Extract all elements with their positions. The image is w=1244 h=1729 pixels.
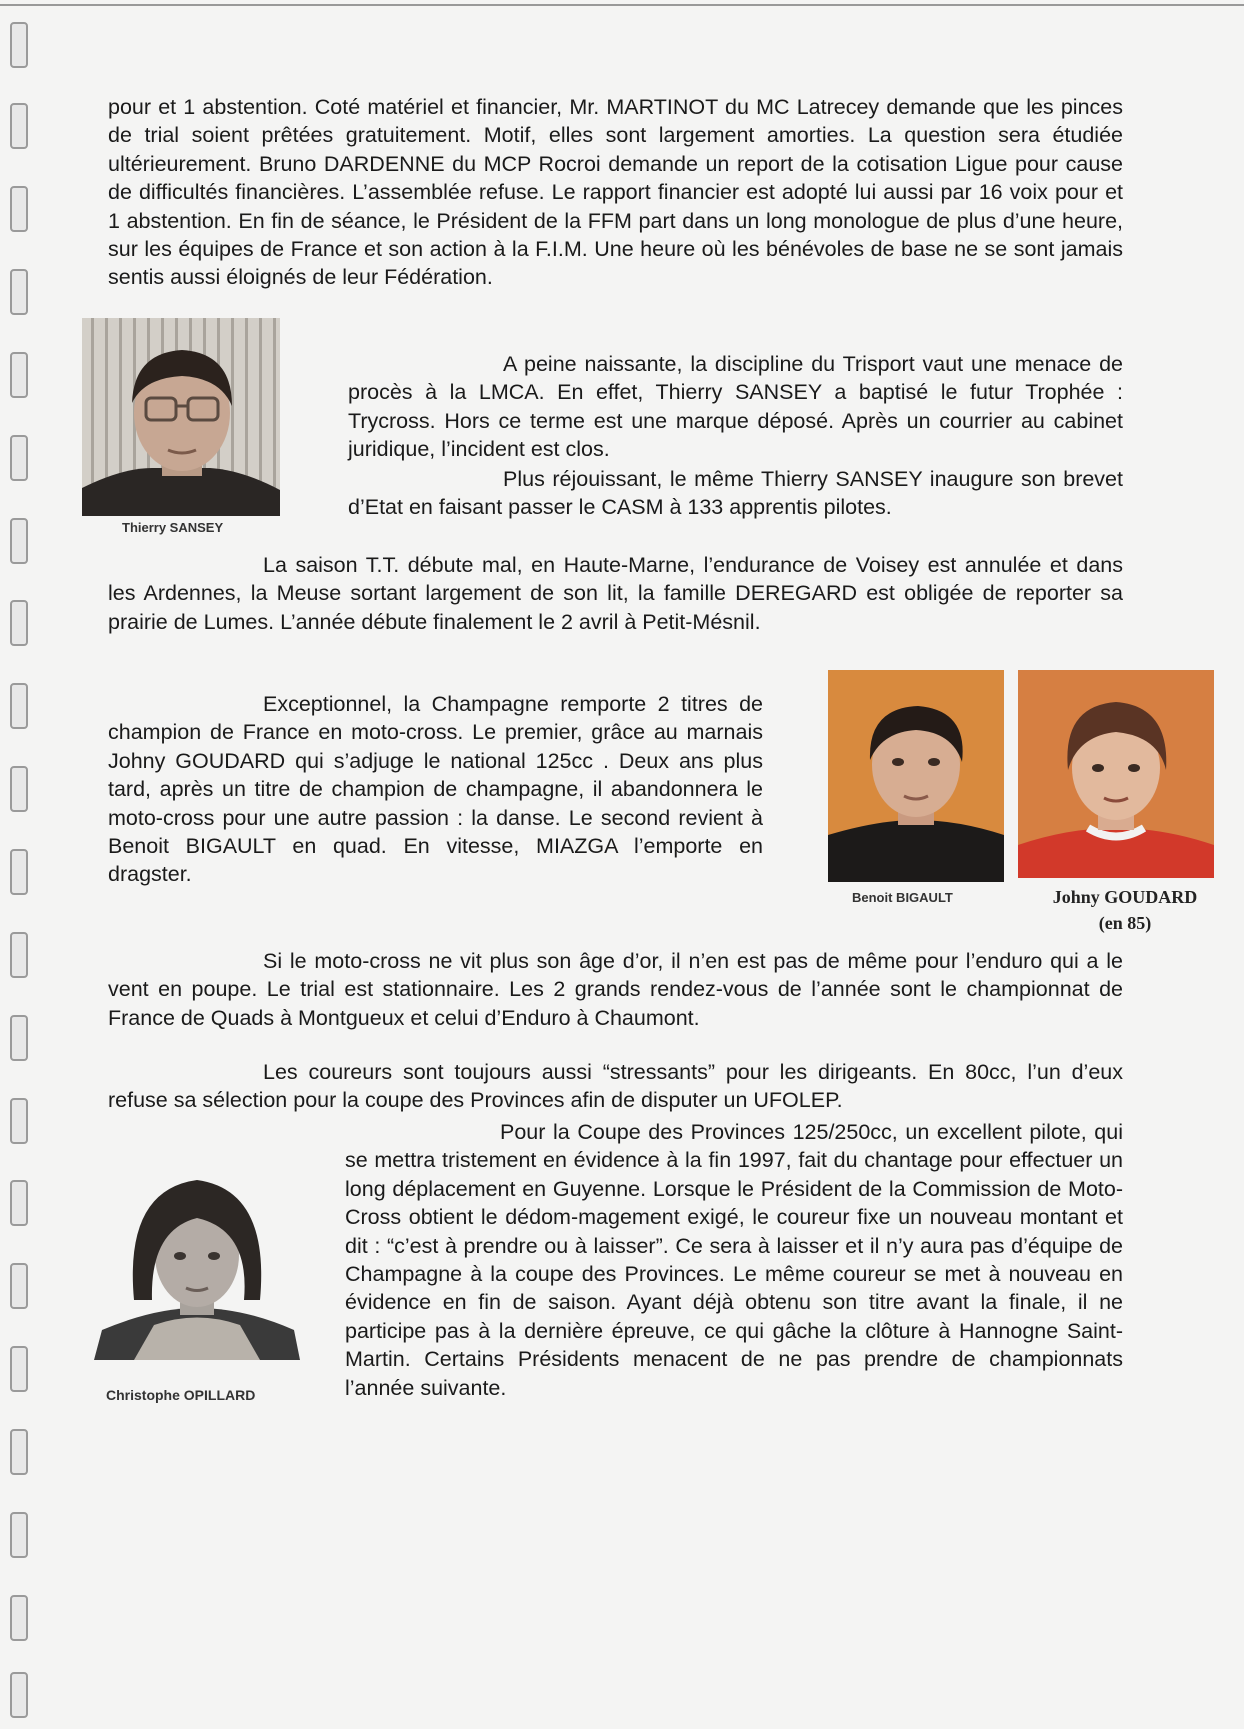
portrait-image: [82, 318, 280, 516]
paragraph-champions-text: Exceptionnel, la Champagne remporte 2 titres de champion de France en moto-cross. Le premier, grâce au marnais Johny GOUDARD qui s’adjuge le national 125cc . Deux ans plus tard, après un titre de champion de champagne, il abandonnera le moto-cross pour une autre passion : la danse. Le second revient à Benoit BIGAULT en quad. En vitesse, MIAZGA l’emporte en dragster.: [108, 692, 763, 887]
binding-hole: [10, 518, 28, 564]
binding-hole: [10, 600, 28, 646]
binding-hole: [10, 1346, 28, 1392]
paragraph-enduro: [108, 947, 1123, 1032]
binding-hole: [10, 766, 28, 812]
binding-hole: [10, 1595, 28, 1641]
binding-hole: [10, 1098, 28, 1144]
caption-benoit-bigault: Benoit BIGAULT: [852, 890, 953, 905]
paragraph-coureurs: [108, 1058, 1123, 1115]
binding-hole: [10, 1512, 28, 1558]
binding-hole: [10, 22, 28, 68]
paragraph-enduro-text: Si le moto-cross ne vit plus son âge d’or, il n’en est pas de même pour l’enduro qui a le vent en poupe. Le trial est stationnaire. Les 2 grands rendez-vous de l’année sont le championnat de France de Quads à Montgueux et celui d’Enduro à Chaumont.: [108, 949, 1123, 1030]
paragraph-saison-tt-text: La saison T.T. débute mal, en Haute-Marne, l’endurance de Voisey est annulée et dans les Ardennes, la Meuse sortant largement de son lit, la famille DEREGARD est obligée de reporter sa prairie de Lumes. L’année débute finalement le 2 avril à Petit-Mésnil.: [108, 553, 1123, 634]
paragraph-trisport-text: A peine naissante, la discipline du Trisport vaut une menace de procès à la LMCA. En effet, Thierry SANSEY a baptisé le futur Trophée : Trycross. Hors ce terme est une marque déposé. Après un courrier au cabinet juridique, l’incident est clos.: [348, 352, 1123, 462]
binding-hole: [10, 1263, 28, 1309]
paragraph-coupe-provinces: [345, 1118, 1123, 1402]
binding-hole: [10, 352, 28, 398]
binding-hole: [10, 932, 28, 978]
paragraph-assembly: pour et 1 abstention. Coté matériel et financier, Mr. MARTINOT du MC Latrecey demande que les pinces de trial soient prêtées gratuitement. Motif, elles sont largement amorties. La question sera étudiée ultérieurement. Bruno DARDENNE du MCP Rocroi demande un report de la cotisation Ligue pour cause de difficultés financières. L’assemblée refuse. Le rapport financier est adopté lui aussi par 16 voix pour et 1 abstention. En fin de séance, le Président de la FFM part dans un long monologue de plus d’une heure, sur les équipes de France et son action à la F.I.M. Une heure où les bénévoles de base ne se sont jamais sentis aussi éloignés de leur Fédération.: [108, 95, 1123, 290]
caption-johny-goudard: [1030, 884, 1220, 936]
binding-hole: [10, 1180, 28, 1226]
portrait-image: [94, 1160, 300, 1360]
caption-johny-goudard-year: (en 85): [1098, 913, 1152, 933]
paragraph-brevet: [348, 465, 1123, 522]
binding-hole: [10, 849, 28, 895]
top-edge-line: [0, 4, 1244, 6]
binding-hole: [10, 1429, 28, 1475]
binding-hole: [10, 186, 28, 232]
binding-hole: [10, 435, 28, 481]
binding-hole: [10, 683, 28, 729]
binding-hole: [10, 103, 28, 149]
paragraph-champions: [108, 690, 763, 889]
caption-christophe-opillard: Christophe OPILLARD: [106, 1387, 256, 1403]
portrait-image: [828, 670, 1004, 882]
paragraph-coupe-provinces-text: Pour la Coupe des Provinces 125/250cc, un excellent pilote, qui se mettra tristement en évidence à la fin 1997, fait du chantage pour effectuer un long déplacement en Guyenne. Lorsque le Président de la Commission de Moto-Cross obtient le dédom-magement exigé, le coureur fixe un nouveau montant et dit : “c’est à prendre ou à laisser”. Ce sera à laisser et il n’y aura pas d’équipe de Champagne à la coupe des Provinces. Le même coureur se met à nouveau en évidence en fin de saison. Ayant déjà obtenu son titre avant la finale, il ne participe pas à la dernière épreuve, ce qui gâche la clôture à Hannogne Saint-Martin. Certains Présidents menacent de ne pas prendre de championnats l’année suivante.: [345, 1120, 1123, 1400]
caption-johny-goudard-name: Johny GOUDARD: [1052, 887, 1198, 907]
paragraph-saison-tt: [108, 551, 1123, 636]
binding-hole: [10, 1672, 28, 1718]
paragraph-coureurs-text: Les coureurs sont toujours aussi “stressants” pour les dirigeants. En 80cc, l’un d’eux refuse sa sélection pour la coupe des Provinces afin de disputer un UFOLEP.: [108, 1060, 1123, 1113]
binding-hole: [10, 1015, 28, 1061]
photo-johny-goudard: [1018, 670, 1214, 878]
photo-benoit-bigault: [828, 670, 1004, 882]
binding-holes: [10, 0, 40, 1729]
paragraph-trisport: [348, 350, 1123, 464]
portrait-image: [1018, 670, 1214, 878]
photo-christophe-opillard: [94, 1160, 300, 1360]
binding-hole: [10, 269, 28, 315]
caption-thierry-sansey: Thierry SANSEY: [122, 520, 224, 535]
photo-thierry-sansey: [82, 318, 280, 516]
paragraph-brevet-text: Plus réjouissant, le même Thierry SANSEY inaugure son brevet d’Etat en faisant passer le CASM à 133 apprentis pilotes.: [348, 467, 1123, 520]
